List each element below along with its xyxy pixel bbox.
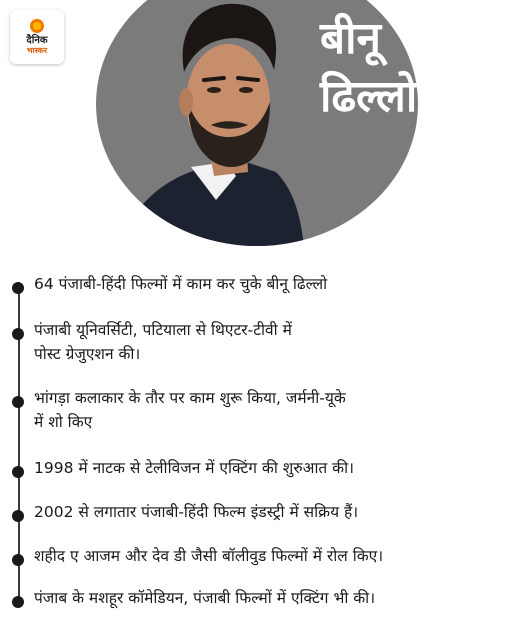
fact-line: पंजाब के मशहूर कॉमेडियन, पंजाबी फिल्मों में एक्टिंग भी की।	[34, 589, 376, 607]
fact-line: पंजाबी यूनिवर्सिटी, पटियाला से थिएटर-टीवी में	[34, 321, 292, 339]
bullet-icon	[12, 396, 24, 408]
sun-icon	[30, 19, 44, 33]
fact-text	[34, 456, 504, 480]
bullet-icon	[12, 466, 24, 478]
bullet-icon	[12, 554, 24, 566]
fact-text	[34, 544, 504, 568]
brand-logo	[10, 10, 64, 64]
fact-line: शहीद ए आजम और देव डी जैसी बॉलीवुड फिल्मों में रोल किए।	[34, 547, 384, 565]
hero-name-line1: बीनू	[320, 13, 381, 64]
fact-line: 64 पंजाबी-हिंदी फिल्मों में काम कर चुके बीनू ढिल्लो	[34, 275, 328, 293]
brand-name-line2: भास्कर	[26, 46, 48, 55]
brand-name-line1: दैनिक	[26, 35, 48, 46]
fact-line: पोस्ट ग्रेजुएशन की।	[34, 345, 141, 363]
fact-line: भांगड़ा कलाकार के तौर पर काम शुरू किया, जर्मनी-यूके	[34, 389, 346, 407]
fact-text	[34, 586, 504, 610]
fact-line: 1998 में नाटक से टेलीविजन में एक्टिंग की शुरुआत की।	[34, 459, 354, 477]
bullet-icon	[12, 510, 24, 522]
hero-name	[320, 10, 417, 126]
bullet-icon	[12, 596, 24, 608]
bullet-icon	[12, 328, 24, 340]
fact-text	[34, 386, 504, 434]
fact-line: 2002 से लगातार पंजाबी-हिंदी फिल्म इंडस्ट्री में सक्रिय हैं।	[34, 503, 359, 521]
fact-line: में शो किए	[34, 413, 93, 431]
fact-text	[34, 272, 504, 296]
fact-text	[34, 318, 504, 366]
fact-text	[34, 500, 504, 524]
hero-circle	[96, 0, 418, 246]
hero-name-line2: ढिल्लो	[320, 71, 418, 122]
bullet-icon	[12, 282, 24, 294]
